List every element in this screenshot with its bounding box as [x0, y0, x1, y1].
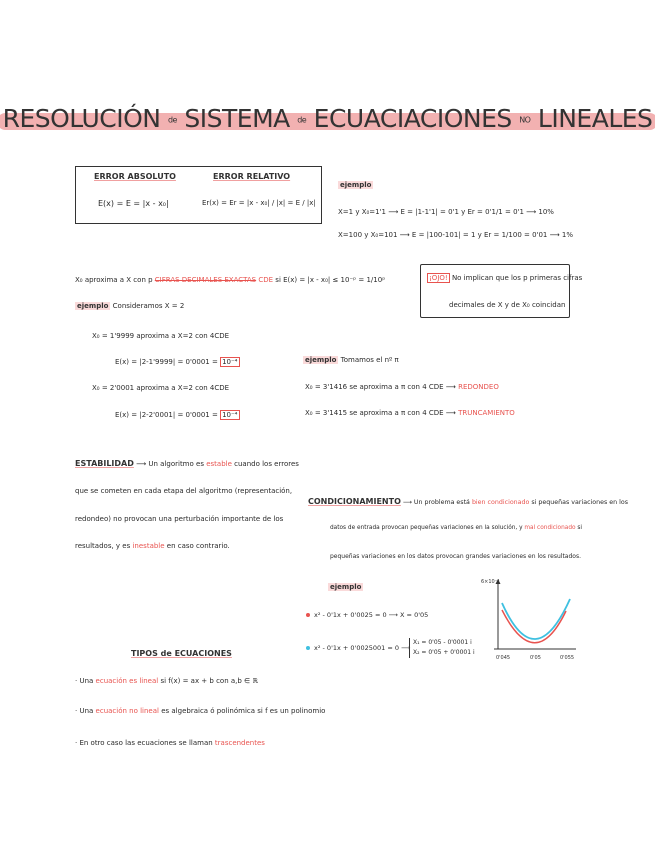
- ejemplo-label-1: ejemplo: [340, 181, 372, 189]
- ejemplo-label-4: ejemplo: [330, 583, 362, 591]
- condicionamiento-eq-2: x² - 0'1x + 0'0025001 = 0 ⟶: [306, 644, 410, 652]
- title-part-3: ECUACIACIONES: [313, 104, 512, 133]
- estabilidad-header: ESTABILIDAD: [75, 459, 134, 468]
- red-bullet: [306, 613, 310, 617]
- condicionamiento-line-3: pequeñas variaciones en los datos provocan grandes variaciones en los resultados.: [330, 553, 581, 560]
- ejemplo3-line-1: X₀ = 3'1416 se aproxima a π con 4 CDE ⟶ REDONDEO: [305, 383, 499, 391]
- cde-note-line-1: ¡OJO! No implican que los p primeras cifras: [429, 274, 583, 282]
- title-no: NO: [519, 115, 531, 125]
- cde-note-line-2: decimales de X y de X₀ coincidan: [449, 301, 566, 309]
- condicionamiento-eq-1: x² - 0'1x + 0'0025 = 0 ⟶ X = 0'05: [306, 611, 428, 619]
- graph-x-mid: 0'05: [530, 655, 541, 661]
- red-parabola: [502, 610, 566, 643]
- title-part-2: SISTEMA: [184, 104, 290, 133]
- tipos-item-1: · Una ecuación es lineal si f(x) = ax + b con a,b ∈ ℝ: [75, 677, 258, 685]
- error-definitions-box: [75, 166, 322, 224]
- error-absoluto-header: ERROR ABSOLUTO: [94, 172, 176, 181]
- graph-x-left: 0'045: [496, 655, 511, 661]
- ejemplo2-line-4: E(x) = |2-2'0001| = 0'0001 = 10⁻⁴: [115, 411, 238, 419]
- graph-ytick: 6×10⁻⁴: [481, 579, 500, 585]
- ejemplo2-intro: ejemplo Consideramos X = 2: [77, 302, 185, 310]
- tipos-item-2: · Una ecuación no lineal es algebraica ó polinómica si f es un polinomio: [75, 707, 326, 715]
- blue-parabola: [502, 599, 570, 639]
- error-relativo-header: ERROR RELATIVO: [213, 172, 291, 181]
- estabilidad-line-1: ESTABILIDAD ⟶ Un algoritmo es estable cuando los errores: [75, 459, 299, 468]
- condicionamiento-header: CONDICIONAMIENTO: [308, 497, 401, 506]
- estabilidad-line-4: resultados, y es inestable en caso contrario.: [75, 542, 230, 550]
- blue-bullet: [306, 646, 310, 650]
- title-part-4: LINEALES: [537, 104, 653, 133]
- parabola-graph: [480, 575, 580, 663]
- title-part-1: RESOLUCIÓN: [2, 104, 161, 133]
- ejemplo2-line-1: X₀ = 1'9999 aproxima a X=2 con 4CDE: [92, 332, 230, 340]
- graph-x-right: 0'055: [560, 655, 575, 661]
- ejemplo1-line-1: X=1 y X₀=1'1 ⟶ E = |1-1'1| = 0'1 y Er = 0'1/1 = 0'1 ⟶ 10%: [338, 208, 554, 216]
- condicionamiento-line-1: CONDICIONAMIENTO ⟶ Un problema está bien condicionado si pequeñas variaciones en los: [308, 497, 629, 506]
- cde-definition: X₀ aproxima a X con p CIFRAS DECIMALES EXACTAS CDE si E(x) = |x - x₀| ≤ 10⁻ᵖ = 1/10ᵖ: [75, 276, 386, 284]
- title-de-2: de: [297, 115, 307, 125]
- ejemplo3-intro: ejemplo Tomamos el nº π: [305, 356, 399, 364]
- page-title: [0, 104, 655, 133]
- ejemplo2-line-3: X₀ = 2'0001 aproxima a X=2 con 4CDE: [92, 384, 230, 392]
- tipos-header: TIPOS de ECUACIONES: [131, 649, 232, 658]
- tipos-item-3: · En otro caso las ecuaciones se llaman trascendentes: [75, 739, 265, 747]
- condicionamiento-line-2: datos de entrada provocan pequeñas variaciones en la solución, y mal condicionado si: [330, 525, 583, 531]
- cde-note-bracket: [420, 264, 583, 318]
- ejemplo2-line-2: E(x) = |2-1'9999| = 0'0001 = 10⁻⁴: [115, 358, 238, 366]
- condicionamiento-sols: X₁ = 0'05 - 0'0001 i X₂ = 0'05 + 0'0001 i: [409, 638, 475, 658]
- title-de-1: de: [167, 115, 177, 125]
- ejemplo1-line-2: X=100 y X₀=101 ⟶ E = |100-101| = 1 y Er = 1/100 = 0'01 ⟶ 1%: [338, 231, 573, 239]
- error-absoluto-formula: E(x) = E = |x - x₀|: [98, 199, 169, 208]
- estabilidad-line-3: redondeo) no provocan una perturbación importante de los: [75, 515, 284, 523]
- ejemplo3-line-2: X₀ = 3'1415 se aproxima a π con 4 CDE ⟶ TRUNCAMIENTO: [305, 409, 515, 417]
- estabilidad-line-2: que se cometen en cada etapa del algoritmo (representación,: [75, 487, 293, 495]
- error-relativo-formula: Er(x) = Er = |x - x₀| / |x| = E / |x|: [202, 199, 316, 207]
